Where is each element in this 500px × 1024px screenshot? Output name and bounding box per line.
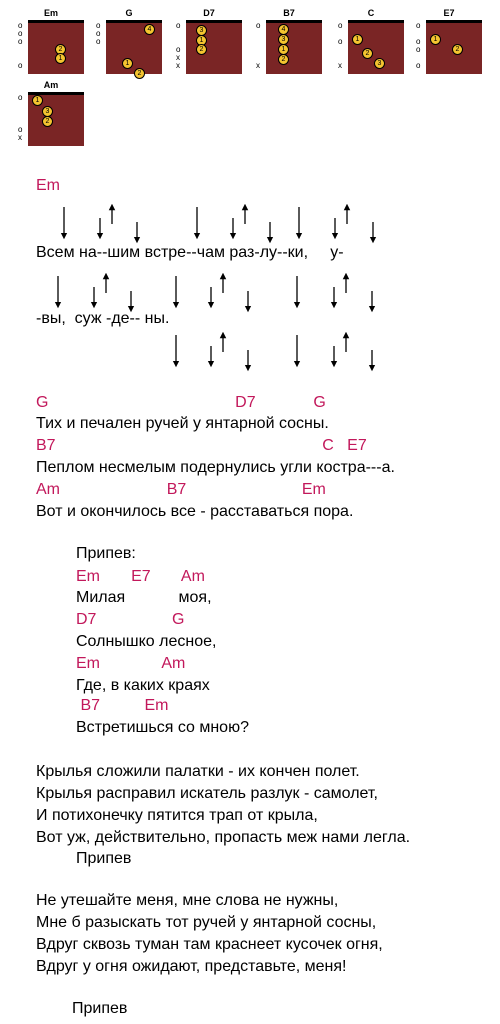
- chord-name: B7: [283, 8, 295, 18]
- finger-dot: 4: [144, 24, 155, 35]
- chorus-chords-4: B7 Em: [76, 697, 169, 714]
- chord-name: Em: [43, 8, 58, 18]
- finger-dot: 4: [278, 24, 289, 35]
- chorus-title: Припев:: [76, 545, 136, 562]
- finger-dot: 2: [278, 54, 289, 65]
- chorus-chords-2: D7 G: [76, 611, 185, 628]
- verse1-chords-1: G D7 G: [36, 394, 326, 411]
- finger-dot: 3: [196, 25, 207, 36]
- open-strings: o o o: [96, 21, 101, 46]
- chorus-line-1: Милая моя,: [76, 589, 212, 606]
- finger-dot: 2: [362, 48, 373, 59]
- chorus-line-3: Где, в каких краях: [76, 677, 210, 694]
- finger-dot: 3: [42, 106, 53, 117]
- refrain-2: Припев: [72, 1000, 128, 1017]
- chord-name: Am: [43, 80, 59, 90]
- verse1-line-1: Тих и печален ручей у янтарной сосны.: [36, 415, 329, 432]
- finger-dot: 2: [42, 116, 53, 127]
- open-strings: o o o o: [18, 21, 23, 70]
- finger-dot: 1: [122, 58, 133, 69]
- finger-dot: 2: [55, 44, 66, 55]
- chord-name: C: [367, 8, 375, 18]
- chord-name: E7: [443, 8, 455, 18]
- verse2-line-2: Крылья расправил искатель разлук - самолет,: [36, 785, 378, 802]
- verse2-line-3: И потихонечку пятится трап от крыла,: [36, 807, 318, 824]
- verse1-line-3: Вот и окончилось все - расставаться пора.: [36, 503, 354, 520]
- strum-lyric-1: Всем на--шим встре--чам раз-лу--ки, у-: [36, 244, 344, 261]
- finger-dot: 1: [430, 34, 441, 45]
- verse2-line-1: Крылья сложили палатки - их кончен полет.: [36, 763, 360, 780]
- open-strings: o x: [256, 21, 261, 70]
- finger-dot: 2: [196, 44, 207, 55]
- finger-dot: 2: [452, 44, 463, 55]
- chord-name: G: [125, 8, 133, 18]
- finger-dot: 1: [196, 35, 207, 46]
- chord-name: D7: [203, 8, 215, 18]
- finger-dot: 1: [278, 44, 289, 55]
- finger-dot: 1: [352, 34, 363, 45]
- chorus-line-4: Встретишься со мною?: [76, 719, 249, 736]
- finger-dot: 2: [134, 68, 145, 79]
- finger-dot: 3: [374, 58, 385, 69]
- verse3-line-4: Вдруг у огня ожидают, представьте, меня!: [36, 958, 347, 975]
- open-strings: o o x x: [176, 21, 181, 70]
- strum-lyric-2: -вы, суж -де-- ны.: [36, 310, 170, 327]
- verse3-line-3: Вдруг сквозь туман там краснеет кусочек огня,: [36, 936, 383, 953]
- chorus-chords-3: Em Am: [76, 655, 186, 672]
- chorus-chords-1: Em E7 Am: [76, 568, 205, 585]
- verse2-line-4: Вот уж, действительно, пропасть меж нами легла.: [36, 829, 411, 846]
- verse1-chords-2: B7 C E7: [36, 437, 367, 454]
- open-strings: o o o o: [416, 21, 421, 70]
- verse1-chords-3: Am B7 Em: [36, 481, 326, 498]
- finger-dot: 1: [32, 95, 43, 106]
- finger-dot: 3: [278, 34, 289, 45]
- strum-chord: Em: [36, 177, 60, 194]
- refrain-1: Припев: [76, 850, 132, 867]
- verse3-line-1: Не утешайте меня, мне слова не нужны,: [36, 892, 339, 909]
- open-strings: o o x: [18, 93, 23, 142]
- finger-dot: 1: [55, 53, 66, 64]
- verse3-line-2: Мне б разыскать тот ручей у янтарной сосны,: [36, 914, 377, 931]
- open-strings: o o x: [338, 21, 343, 70]
- verse1-line-2: Пеплом несмелым подернулись угли костра---а.: [36, 459, 395, 476]
- chorus-line-2: Солнышко лесное,: [76, 633, 217, 650]
